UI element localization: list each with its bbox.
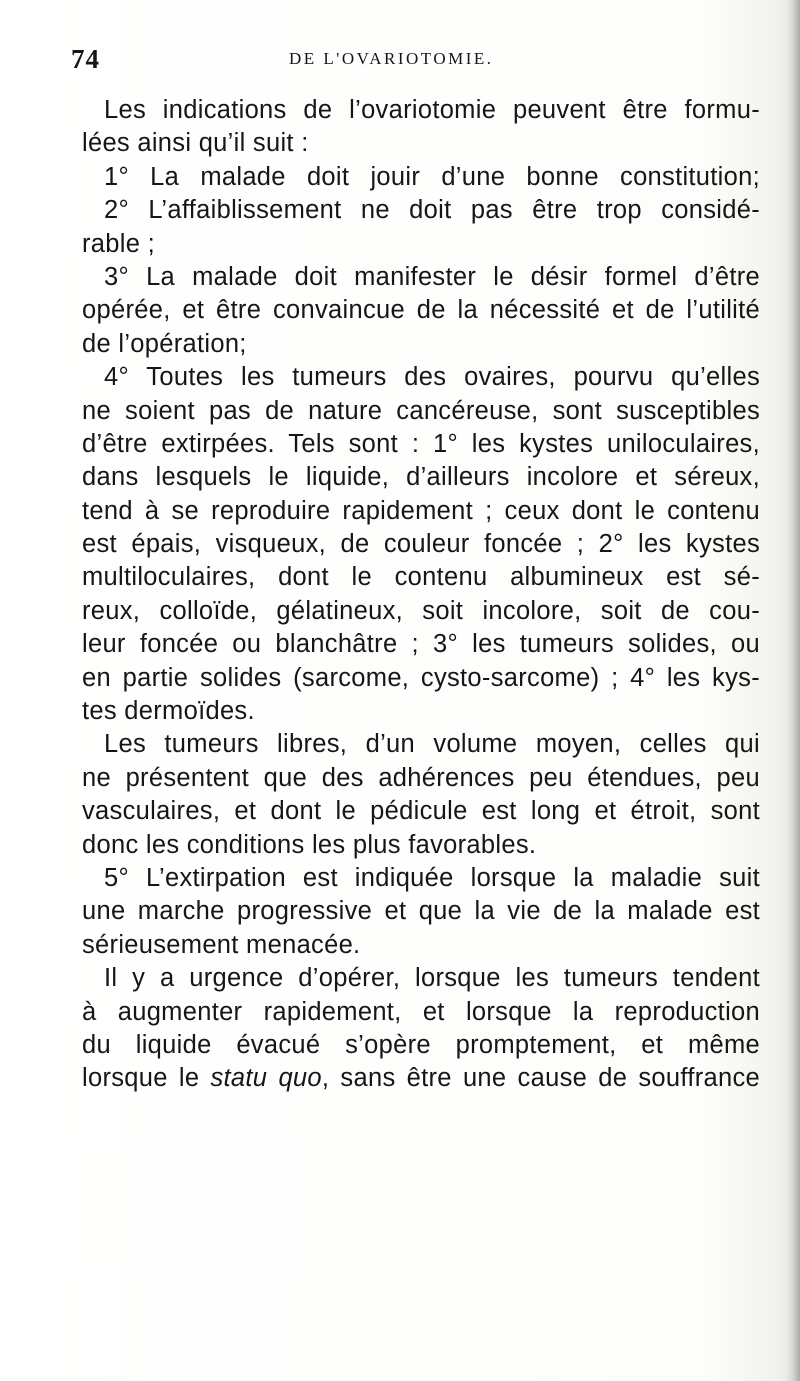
text-line: du liquide évacué s’opère promptement, et même [82,1030,760,1059]
final-line-end: , sans être une cause de souffrance [321,1064,760,1093]
text-line: Les tumeurs libres, d’un volume moyen, celles qui [104,730,760,759]
italic-latin-phrase: statu quo [210,1064,322,1093]
text-line: une marche progressive et que la vie de la malade est [82,897,760,926]
page-number: 74 [71,44,100,74]
text-line: ne présentent que des adhérences peu étendues, peu [82,763,760,792]
text-line: 1° La malade doit jouir d’une bonne constitution; [104,162,760,191]
text-line: reux, colloïde, gélatineux, soit incolore, soit de cou- [82,596,760,625]
text-line: tend à se reproduire rapidement ; ceux dont le contenu [82,496,760,525]
text-line: est épais, visqueux, de couleur foncée ; 2° les kystes [82,530,760,559]
text-line: rable ; [82,229,155,258]
text-line-final [82,1062,760,1095]
text-line: dans lesquels le liquide, d’ailleurs incolore et séreux, [82,463,760,492]
text-line: 3° La malade doit manifester le désir formel d’être [104,262,760,291]
text-line: leur foncée ou blanchâtre ; 3° les tumeurs solides, ou [82,630,760,659]
text-line: tes dermoïdes. [82,697,255,726]
text-line: Il y a urgence d’opérer, lorsque les tumeurs tendent [104,964,760,993]
text-line: à augmenter rapidement, et lorsque la reproduction [82,997,760,1026]
text-line: lées ainsi qu’il suit : [82,129,309,158]
text-line: de l’opération; [82,329,247,358]
text-line: opérée, et être convaincue de la nécessité et de l’utilité [82,296,760,325]
page-edge-shadow [786,0,800,1381]
text-line: Les indications de l’ovariotomie peuvent être formu- [104,96,760,124]
running-head: DE L'OVARIOTOMIE. [289,49,494,68]
text-line: vasculaires, et dont le pédicule est long et étroit, sont [82,797,760,826]
text-line: 5° L’extirpation est indiquée lorsque la maladie suit [104,863,760,892]
text-line: d’être extirpées. Tels sont : 1° les kystes uniloculaires, [82,429,760,458]
body-text [82,94,760,1096]
text-line: en partie solides (sarcome, cysto-sarcome) ; 4° les kys- [82,663,760,692]
text-line: donc les conditions les plus favorables. [82,830,537,859]
text-line: ne soient pas de nature cancéreuse, sont susceptibles [82,396,760,425]
text-line: 4° Toutes les tumeurs des ovaires, pourvu qu’elles [104,363,760,392]
text-line: sérieusement menacée. [82,930,361,959]
final-line-start: lorsque le [82,1064,211,1093]
text-line: multiloculaires, dont le contenu albumineux est sé- [82,563,760,592]
page-header [71,44,761,84]
text-line: 2° L’affaiblissement ne doit pas être trop considé- [104,196,760,225]
